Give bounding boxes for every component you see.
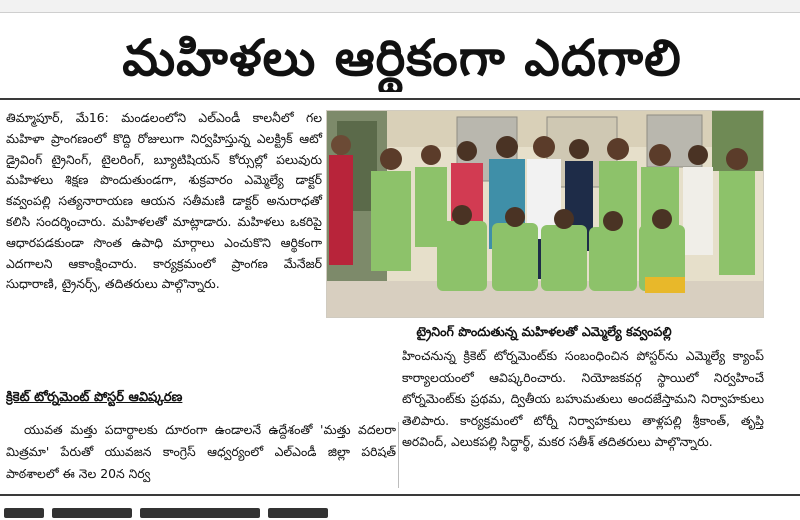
article-dateline: తిమ్మాపూర్, మే16:: [6, 110, 109, 125]
next-article-clip: [0, 500, 800, 520]
top-strip: [0, 0, 800, 13]
bottom-rule: [0, 494, 800, 496]
article-lead-paragraph: [6, 108, 322, 295]
article-lead: మండలంలోని ఎల్‌ఎండీ కాలనీలో గల మహిళా ప్రాంగణంలో కొద్ది రోజులుగా నిర్వహిస్తున్న ఎలక్ట్రిక్ ఆటో డ్రైవింగ్ ట్రైనింగ్, టైలరింగ్, బ్యూటిషియన్ కోర్సుల్లో పలువురు మహిళలు శిక్షణ పొందుతుండగా, శుక్రవారం ఎమ్మెల్యే డాక్టర్ కవ్వంపల్లి సత్యనారాయణ ఆయన సతీమణి డాక్టర్ అనురాధతో కలిసి సందర్శించారు. మహిళలతో మాట్లాడారు. మహిళలు ఒకరిపై ఆధారపడకుండా సొంత ఉపాధి మార్గాలు ఎంచుకొని ఆర్థికంగా ఎదగాలని ఆకాంక్షించారు. కార్యక్రమంలో ప్రాంగణ మేనేజర్ సుధారాణి, ట్రైనర్స్, తదితరులు పాల్గొన్నారు.: [6, 110, 322, 292]
subarticle-column-left: [6, 419, 396, 485]
subarticle-column-right: [402, 345, 764, 453]
group-photo-illustration: [327, 111, 763, 317]
photo-caption: ట్రైనింగ్ పొందుతున్న మహిళలతో ఎమ్మెల్యే కవ్వంపల్లి: [416, 324, 672, 339]
news-photo: [326, 110, 764, 318]
headline: మహిళలు ఆర్థికంగా ఎదగాలి: [122, 29, 682, 87]
column-divider: [398, 422, 399, 488]
subarticle-title: క్రికెట్ టోర్నమెంట్ పోస్టర్ ఆవిష్కరణ: [6, 390, 183, 405]
subarticle-body: యువత మత్తు పదార్థాలకు దూరంగా ఉండాలనే ఉద్దేశంతో 'మత్తు వదలరా మిత్రమా' పేరుతో యువజన కాంగ్రెస్ ఆధ్వర్యంలో ఎల్‌ఎండీ జిల్లా పరిషత్ పాఠశాలలో ఈ నెల 20న నిర్వ: [6, 422, 396, 481]
article-column-left: [6, 108, 322, 295]
subarticle-continuation: హించనున్న క్రికెట్ టోర్నమెంట్‌కు సంబంధించిన పోస్టర్‌ను ఎమ్మెల్యే క్యాంప్ కార్యాలయంలో ఆవిష్కరించారు. నియోజకవర్గ స్థాయిలో నిర్వహించే టోర్నమెంట్‌కు ప్రథమ, ద్వితీయ బహుమతులు అందజేస్తామని నిర్వాహకులు తెలిపారు. కార్యక్రమంలో టోర్నీ నిర్వాహకులు తాళ్లపల్లి శ్రీకాంత్, తృప్తి అరవింద్, ఎలుకపల్లి సిద్ధార్థ్, మకర సతీశ్ తదితరులు పాల్గొన్నారు.: [402, 348, 764, 450]
headline-rule: [0, 98, 800, 100]
